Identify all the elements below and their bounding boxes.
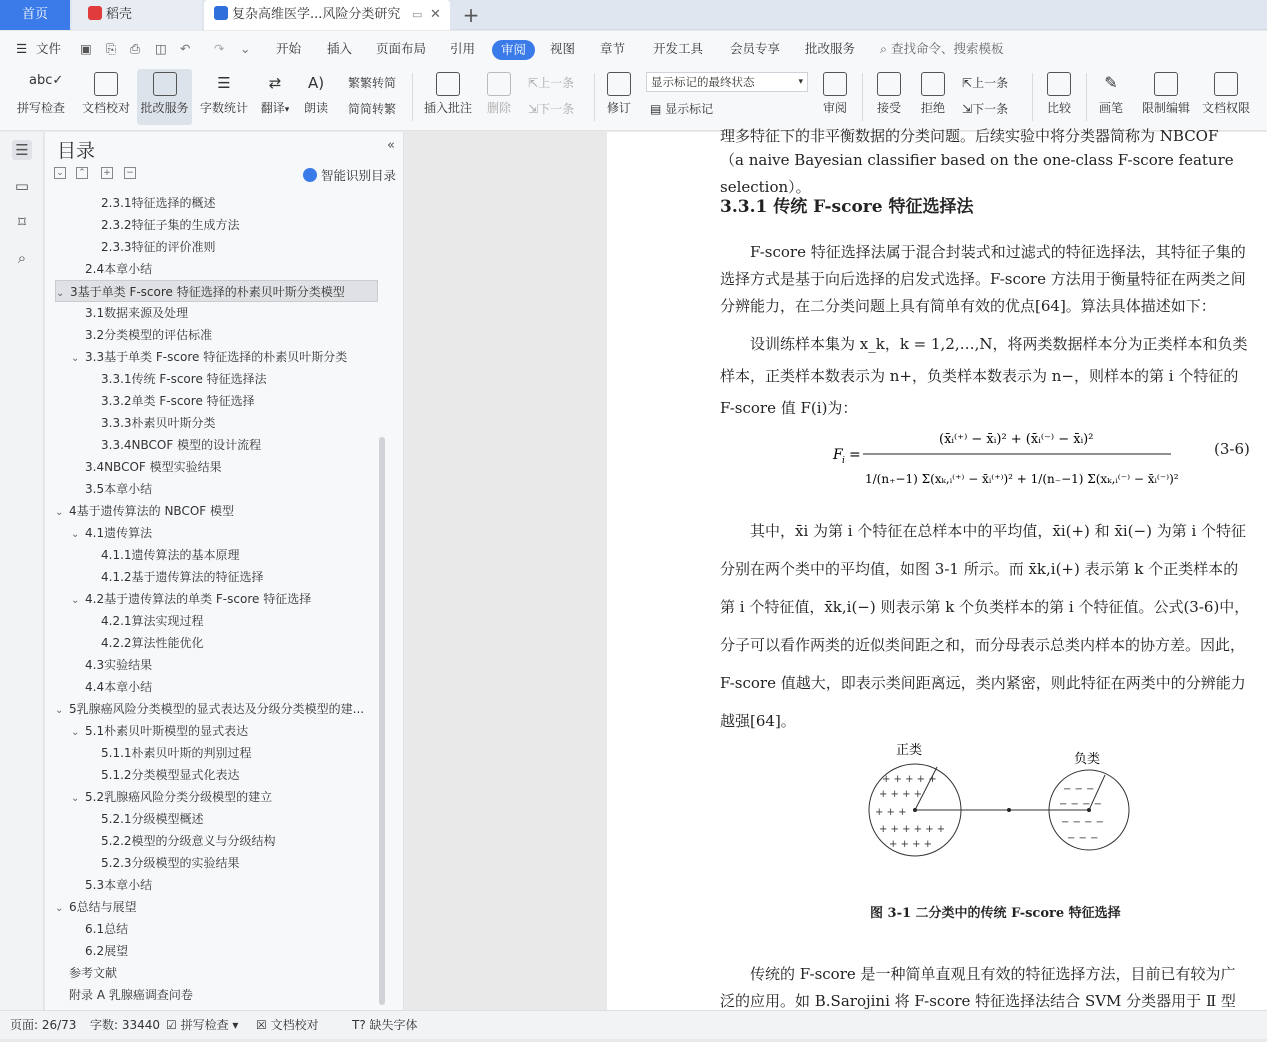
toc-item-label: 6.1总结	[85, 922, 129, 936]
toc-item[interactable]	[55, 434, 378, 456]
print-icon[interactable]: ⎙	[130, 41, 141, 56]
tab-document[interactable]	[204, 0, 450, 30]
svg-text:F: F	[833, 447, 843, 463]
toc-scrollbar[interactable]	[379, 437, 385, 1005]
word-count-label: 字数统计	[199, 101, 248, 115]
toc-item[interactable]	[55, 588, 378, 610]
paragraph: 设训练样本集为 x_k，k = 1,2,…,N，将两类数据样本分为正类样本和负类样本，正类样本数表示为 n+，负类样本数表示为 n−，则样本的第 i 个特征的 F-score 值 F(i)为：	[720, 335, 1248, 417]
toc-item-label: 6.2展望	[85, 944, 129, 958]
missing-font-label: 缺失字体	[369, 1018, 418, 1032]
doc-line: 理多特征下的非平衡数据的分类问题。后续实验中将分类器简称为 NBCOF	[720, 127, 1219, 145]
toc-item-label: 5.1.2分类模型显式化表达	[101, 768, 240, 782]
search-icon: ⌕	[880, 41, 888, 56]
save-icon[interactable]: ▣	[80, 41, 92, 56]
markup-state-select[interactable]	[646, 72, 808, 92]
review-ribbon	[0, 65, 1267, 131]
menu-insert[interactable]: 插入	[327, 41, 353, 56]
toc-item[interactable]	[55, 874, 378, 896]
proof-status-icon: ☒	[256, 1018, 267, 1032]
paragraph: F-score 特征选择法属于混合封装式和过滤式的特征选择法，其特征子集的选择方式是基于向后选择的启发式选择。F-score 方法用于衡量特征在两类之间分辨能力，在二分类问题上具有简单有效的优点[64]。算法具体描述如下：	[720, 243, 1246, 315]
toc-item-label: 5.1朴素贝叶斯模型的显式表达	[85, 724, 249, 738]
status-bar	[0, 1010, 1267, 1039]
accept-icon	[877, 72, 901, 96]
delete-comment-label: 删除	[486, 101, 511, 115]
proof-status-label: 文档校对	[270, 1018, 319, 1032]
checkbox-icon: ☑	[166, 1018, 177, 1032]
divider	[1032, 73, 1033, 121]
translate-icon: ⇄	[268, 74, 282, 92]
translate-label: 翻译	[260, 101, 285, 115]
spell-check-label: 拼写检查	[16, 101, 65, 115]
tab-close-icon[interactable]: ✕	[430, 7, 441, 22]
export-icon[interactable]: ⎘	[106, 41, 117, 56]
toc-item[interactable]	[55, 896, 378, 918]
toc-item[interactable]	[55, 610, 378, 632]
prev-change-button[interactable]	[962, 74, 1008, 91]
svg-text:+ + + +: + + + +	[879, 789, 923, 800]
chevron-down-icon[interactable]: ⌄	[55, 705, 64, 716]
trad-to-simp-button[interactable]	[348, 74, 396, 91]
preview-icon[interactable]: ◫	[155, 41, 167, 56]
prev-comment-button[interactable]	[528, 74, 574, 91]
word-count-icon: ☰	[217, 74, 231, 92]
toc-item[interactable]	[55, 786, 378, 808]
toc-item-label: 2.4本章小结	[85, 262, 153, 276]
toc-item[interactable]	[55, 764, 378, 786]
doc-proof-button[interactable]	[80, 69, 132, 125]
show-markup-label: 显示标记	[665, 102, 714, 116]
revise-button[interactable]	[600, 69, 638, 125]
doc-permission-icon	[1214, 72, 1238, 96]
svg-text:i: i	[842, 456, 845, 466]
review-pane-icon	[823, 72, 847, 96]
toc-item[interactable]	[55, 940, 378, 962]
prev-comment-icon: ⇱	[528, 76, 539, 90]
toc-item-label: 4.3实验结果	[85, 658, 153, 672]
menu-bar	[0, 31, 1267, 65]
add-heading-icon[interactable]: +	[101, 167, 113, 179]
toc-item[interactable]	[55, 368, 378, 390]
read-aloud-label: 朗读	[303, 101, 328, 115]
smart-toc-button[interactable]	[303, 166, 396, 184]
toc-item-label: 4.2.2算法性能优化	[101, 636, 204, 650]
toc-item-label: 3.3.2单类 F-score 特征选择	[101, 394, 255, 408]
toc-item-label: 3基于单类 F-score 特征选择的朴素贝叶斯分类模型	[70, 285, 345, 299]
equation-f-score	[827, 425, 1187, 503]
accept-label: 接受	[876, 101, 901, 115]
toc-item-label: 4.1.2基于遗传算法的特征选择	[101, 570, 264, 584]
translate-button[interactable]	[256, 69, 294, 125]
next-change-icon: ⇲	[962, 102, 973, 116]
toc-item-label: 3.5本章小结	[85, 482, 153, 496]
font-icon: T?	[352, 1018, 366, 1032]
svg-text:− − −: − − −	[1063, 784, 1095, 795]
smart-toc-label: 智能识别目录	[321, 168, 397, 183]
svg-text:− − − −: − − − −	[1061, 817, 1105, 828]
word-count-button[interactable]	[197, 69, 251, 125]
restrict-edit-icon	[1154, 72, 1178, 96]
undo-icon[interactable]: ↶	[180, 41, 191, 56]
spell-check-status-label: 拼写检查	[180, 1018, 229, 1032]
toc-item[interactable]	[55, 918, 378, 940]
toc-item-label: 3.4NBCOF 模型实验结果	[85, 460, 222, 474]
bookmark-icon[interactable]: ⌑	[18, 213, 26, 231]
next-comment-button[interactable]	[528, 100, 574, 117]
tab-document-label: 复杂高维医学...风险分类研究	[232, 7, 401, 22]
chevron-down-icon[interactable]: ⌄	[71, 727, 80, 738]
insert-comment-label: 插入批注	[423, 101, 472, 115]
toc-item-label: 4.1.1遗传算法的基本原理	[101, 548, 240, 562]
accept-button[interactable]	[870, 69, 908, 125]
toc-item[interactable]	[55, 346, 378, 368]
next-change-button[interactable]	[962, 100, 1008, 117]
toc-item-label: 3.3.1传统 F-score 特征选择法	[101, 372, 267, 386]
toc-item[interactable]	[55, 236, 378, 258]
pen-button[interactable]	[1092, 69, 1130, 125]
spell-check-icon: abc✓	[29, 73, 64, 88]
toc-item[interactable]	[55, 962, 378, 984]
toc-item[interactable]	[55, 852, 378, 874]
toc-item-label: 3.2分类模型的评估标准	[85, 328, 213, 342]
toc-item-label: 5乳腺癌风险分类模型的显式表达及分级分类模型的建...	[69, 702, 365, 716]
toc-item-label: 2.3.3特征的评价准则	[101, 240, 216, 254]
section-heading: 3.3.1 传统 F-score 特征选择法	[720, 197, 974, 217]
svg-text:(x̄ᵢ⁽⁺⁾ − x̄ᵢ)² + (x̄ᵢ⁽⁻⁾ − x̄: (x̄ᵢ⁽⁺⁾ − x̄ᵢ)² + (x̄ᵢ⁽⁻⁾ − x̄ᵢ)²	[939, 432, 1094, 447]
document-page[interactable]	[607, 127, 1267, 1010]
insert-comment-button[interactable]	[420, 69, 476, 125]
redo-icon[interactable]: ↷	[214, 41, 225, 56]
toc-item[interactable]	[55, 654, 378, 676]
toc-item-label: 4.4本章小结	[85, 680, 153, 694]
toc-item-label: 3.3.3朴素贝叶斯分类	[101, 416, 216, 430]
pen-icon: ✎	[1104, 73, 1118, 92]
menu-file[interactable]: 文件	[36, 41, 62, 56]
next-comment-label: 下一条	[538, 102, 575, 116]
toc-item[interactable]	[55, 742, 378, 764]
toc-item[interactable]	[55, 808, 378, 830]
divider	[594, 73, 595, 121]
menu-chapter[interactable]: 章节	[600, 41, 626, 56]
menu-review[interactable]: 审阅	[492, 40, 535, 60]
more-icon[interactable]: ⌄	[240, 41, 251, 56]
toc-item[interactable]	[55, 412, 378, 434]
command-search-label: 查找命令、搜索模板	[891, 41, 1004, 56]
toc-item[interactable]	[55, 566, 378, 588]
review-pane-button[interactable]	[816, 69, 854, 125]
toc-item-label: 2.3.2特征子集的生成方法	[101, 218, 240, 232]
hamburger-icon[interactable]: ☰	[16, 41, 28, 56]
read-aloud-icon: A)	[307, 74, 325, 92]
chevron-down-icon[interactable]: ⌄	[71, 793, 80, 804]
toc-item-label: 5.2.3分级模型的实验结果	[101, 856, 240, 870]
reject-button[interactable]	[914, 69, 952, 125]
chevron-down-icon[interactable]: ⌄	[55, 507, 64, 518]
toc-item[interactable]	[55, 698, 378, 720]
toc-item[interactable]	[55, 522, 378, 544]
svg-text:− − − −: − − − −	[1059, 799, 1103, 810]
delete-comment-icon	[487, 72, 511, 96]
menu-view[interactable]: 视图	[550, 41, 576, 56]
translate-dropdown-icon: ▾	[284, 105, 290, 115]
toc-item-label: 附录 A 乳腺癌调查问卷	[69, 988, 193, 1002]
document-area	[405, 127, 1267, 1010]
svg-text:=: =	[849, 447, 861, 463]
toc-item-label: 5.1.1朴素贝叶斯的判别过程	[101, 746, 252, 760]
tab-home[interactable]: 首页	[0, 0, 70, 30]
compare-icon	[1047, 72, 1071, 96]
equation-number: (3-6)	[1214, 440, 1250, 458]
toc-title: 目录	[57, 140, 96, 162]
collapse-all-icon[interactable]: ⌃	[76, 167, 88, 179]
review-pane-label: 审阅	[822, 101, 847, 115]
figure-f-score-diagram	[867, 737, 1137, 867]
trad-to-simp-label: 繁转简	[360, 76, 397, 90]
chevron-down-icon[interactable]: ⌄	[71, 529, 80, 540]
search-icon[interactable]: ⌕	[17, 249, 27, 267]
restrict-edit-button[interactable]	[1138, 69, 1194, 125]
compare-label: 比较	[1046, 101, 1071, 115]
toc-item[interactable]	[55, 214, 378, 236]
svg-text:− − −: − − −	[1067, 833, 1099, 844]
svg-text:1/(n₊−1) Σ(xₖ,ᵢ⁽⁺⁾ − x̄ᵢ⁽⁺⁾)²: 1/(n₊−1) Σ(xₖ,ᵢ⁽⁺⁾ − x̄ᵢ⁽⁺⁾)² + 1/(n₋−1) Σ(xₖ,ᵢ⁽⁻⁾ − x̄ᵢ⁽⁻⁾)²	[865, 472, 1179, 486]
spell-check-button[interactable]	[10, 69, 72, 125]
toc-item[interactable]	[55, 830, 378, 852]
toc-item-label: 5.2.2模型的分级意义与分级结构	[101, 834, 276, 848]
simp-to-trad-button[interactable]	[348, 100, 396, 117]
menu-reference[interactable]: 引用	[450, 41, 476, 56]
toc-item-label: 5.3本章小结	[85, 878, 153, 892]
correction-service-icon	[153, 72, 177, 96]
new-tab-button[interactable]: +	[462, 3, 480, 27]
toc-item-label: 4.1遗传算法	[85, 526, 153, 540]
doc-line: （a naive Bayesian classifier based on the one-class F-score feature selection）。	[720, 151, 1234, 196]
tab-daoke-label: 稻壳	[106, 7, 133, 22]
page-indicator[interactable]: 页面: 26/73	[10, 1018, 77, 1032]
toc-item-label: 4.2.1算法实现过程	[101, 614, 204, 628]
wps-writer-icon	[214, 6, 228, 20]
toc-item-label: 5.2.1分级模型概述	[101, 812, 204, 826]
toc-item-label: 4基于遗传算法的 NBCOF 模型	[69, 504, 234, 518]
toc-item-label: 3.1数据来源及处理	[85, 306, 189, 320]
command-search[interactable]	[880, 39, 1004, 59]
positive-class-label: 正类	[895, 743, 923, 758]
menu-member[interactable]: 会员专享	[730, 41, 781, 56]
svg-text:+ + + +: + + + +	[889, 839, 933, 850]
toc-item-label: 6总结与展望	[69, 900, 137, 914]
divider	[1086, 73, 1087, 121]
menu-devtools[interactable]: 开发工具	[653, 41, 704, 56]
toc-item-label: 3.3.4NBCOF 模型的设计流程	[101, 438, 262, 452]
show-markup-button[interactable]	[650, 100, 713, 117]
reject-label: 拒绝	[920, 101, 945, 115]
paragraph: 传统的 F-score 是一种简单直观且有效的特征选择方法，目前已有较为广泛的应用。如 B.Sarojini 将 F-score 特征选择法结合 SVM 分类器用于 Ⅱ 型	[720, 965, 1236, 1010]
simp-trad-icon: 简	[348, 102, 361, 116]
toc-item[interactable]	[55, 302, 378, 324]
prev-change-icon: ⇱	[962, 76, 973, 90]
chevron-down-icon[interactable]: ⌄	[71, 595, 80, 606]
chevron-down-icon[interactable]: ⌄	[71, 353, 80, 364]
toc-item[interactable]	[55, 500, 378, 522]
toc-item[interactable]	[55, 390, 378, 412]
toc-icon[interactable]: ☰	[12, 140, 32, 160]
tab-pin-icon[interactable]: ▭	[412, 8, 423, 21]
negative-class-label: 负类	[1073, 752, 1101, 767]
svg-text:+ + + + + +: + + + + + +	[879, 824, 946, 835]
toc-item-label: 5.2乳腺癌风险分类分级模型的建立	[85, 790, 273, 804]
revise-label: 修订	[606, 101, 631, 115]
figure-caption: 图 3-1 二分类中的传统 F-score 特征选择	[870, 906, 1121, 921]
toc-item[interactable]	[55, 258, 378, 280]
doc-permission-label: 文档权限	[1201, 101, 1250, 115]
remove-heading-icon[interactable]: −	[124, 167, 136, 179]
delete-comment-button[interactable]	[480, 69, 518, 125]
divider	[862, 73, 863, 121]
menu-start[interactable]: 开始	[276, 41, 302, 56]
simp-to-trad-label: 简转繁	[360, 102, 397, 116]
toc-item-label: 4.2基于遗传算法的单类 F-score 特征选择	[85, 592, 312, 606]
reject-icon	[921, 72, 945, 96]
toc-item-label: 2.3.1特征选择的概述	[101, 196, 216, 210]
toc-item[interactable]	[55, 676, 378, 698]
collapse-panel-icon[interactable]: «	[387, 138, 395, 153]
toc-item[interactable]	[55, 544, 378, 566]
prev-comment-label: 上一条	[538, 76, 575, 90]
chevron-down-icon[interactable]: ⌄	[55, 903, 64, 914]
chevron-down-icon: ▾	[798, 77, 803, 87]
word-count-status[interactable]: 字数: 33440	[90, 1018, 161, 1032]
menu-correction[interactable]: 批改服务	[805, 41, 856, 56]
toc-item[interactable]	[55, 984, 378, 1006]
revise-icon	[607, 72, 631, 96]
trad-simp-icon: 繁	[348, 76, 361, 90]
chapter-icon[interactable]: ▭	[14, 177, 30, 195]
toc-item[interactable]	[55, 192, 378, 214]
toc-item-label: 参考文献	[69, 966, 118, 980]
toc-item[interactable]	[55, 456, 378, 478]
toc-item[interactable]	[55, 632, 378, 654]
chevron-down-icon[interactable]: ⌄	[56, 288, 65, 299]
insert-comment-icon	[436, 72, 460, 96]
doc-permission-button[interactable]	[1198, 69, 1254, 125]
proof-status[interactable]	[256, 1011, 319, 1040]
toc-item[interactable]	[55, 720, 378, 742]
restrict-edit-label: 限制编辑	[1141, 101, 1190, 115]
pen-label: 画笔	[1098, 101, 1123, 115]
toc-item[interactable]	[55, 280, 378, 302]
spell-check-status[interactable]: ☑ 拼写检查 ▾	[166, 1018, 239, 1032]
correction-service-label: 批改服务	[140, 101, 189, 115]
doc-proof-label: 文档校对	[81, 101, 130, 115]
navigation-rail	[0, 132, 44, 1010]
svg-text:+ + + + +: + + + + +	[882, 774, 937, 785]
missing-font-status[interactable]	[352, 1011, 418, 1040]
tab-daoke[interactable]	[72, 0, 202, 30]
next-comment-icon: ⇲	[528, 102, 539, 116]
paragraph: 其中，x̄i 为第 i 个特征在总样本中的平均值，x̄i(+) 和 x̄i(−) 为第 i 个特征分别在两个类中的平均值，如图 3-1 所示。而 x̄k,i(+) 表示第 k 个正类样本的第 i 个特征值，x̄k,i(−) 则表示第 k 个负类样本的第 i 个特征值。公式(3-6)中，分子可以看作两类的近似类间距之和，而分母表示总类内样本的协方差。因此，F-score 值越大，即表示类间距离远，类内紧密，则此特征在两类中的分辨能力越强[64]。	[720, 522, 1250, 730]
toc-item-label: 3.3基于单类 F-score 特征选择的朴素贝叶斯分类	[85, 350, 348, 364]
toc-item[interactable]	[55, 478, 378, 500]
toc-panel	[45, 132, 404, 1010]
compare-button[interactable]	[1040, 69, 1078, 125]
tab-bar	[0, 0, 1267, 30]
divider	[412, 73, 413, 121]
expand-all-icon[interactable]: ⌄	[54, 167, 66, 179]
toc-list	[45, 192, 385, 1010]
correction-service-button[interactable]	[137, 69, 192, 125]
doc-proof-icon	[94, 72, 118, 96]
prev-change-label: 上一条	[972, 76, 1009, 90]
read-aloud-button[interactable]	[298, 69, 334, 125]
next-change-label: 下一条	[972, 102, 1009, 116]
menu-layout[interactable]: 页面布局	[376, 41, 427, 56]
svg-text:+ + +: + + +	[875, 807, 907, 818]
toc-item[interactable]	[55, 324, 378, 346]
daoke-icon	[88, 6, 102, 20]
markup-state-value: 显示标记的最终状态	[651, 75, 755, 89]
show-markup-icon: ▤	[650, 102, 662, 116]
smart-toc-icon	[303, 168, 317, 182]
